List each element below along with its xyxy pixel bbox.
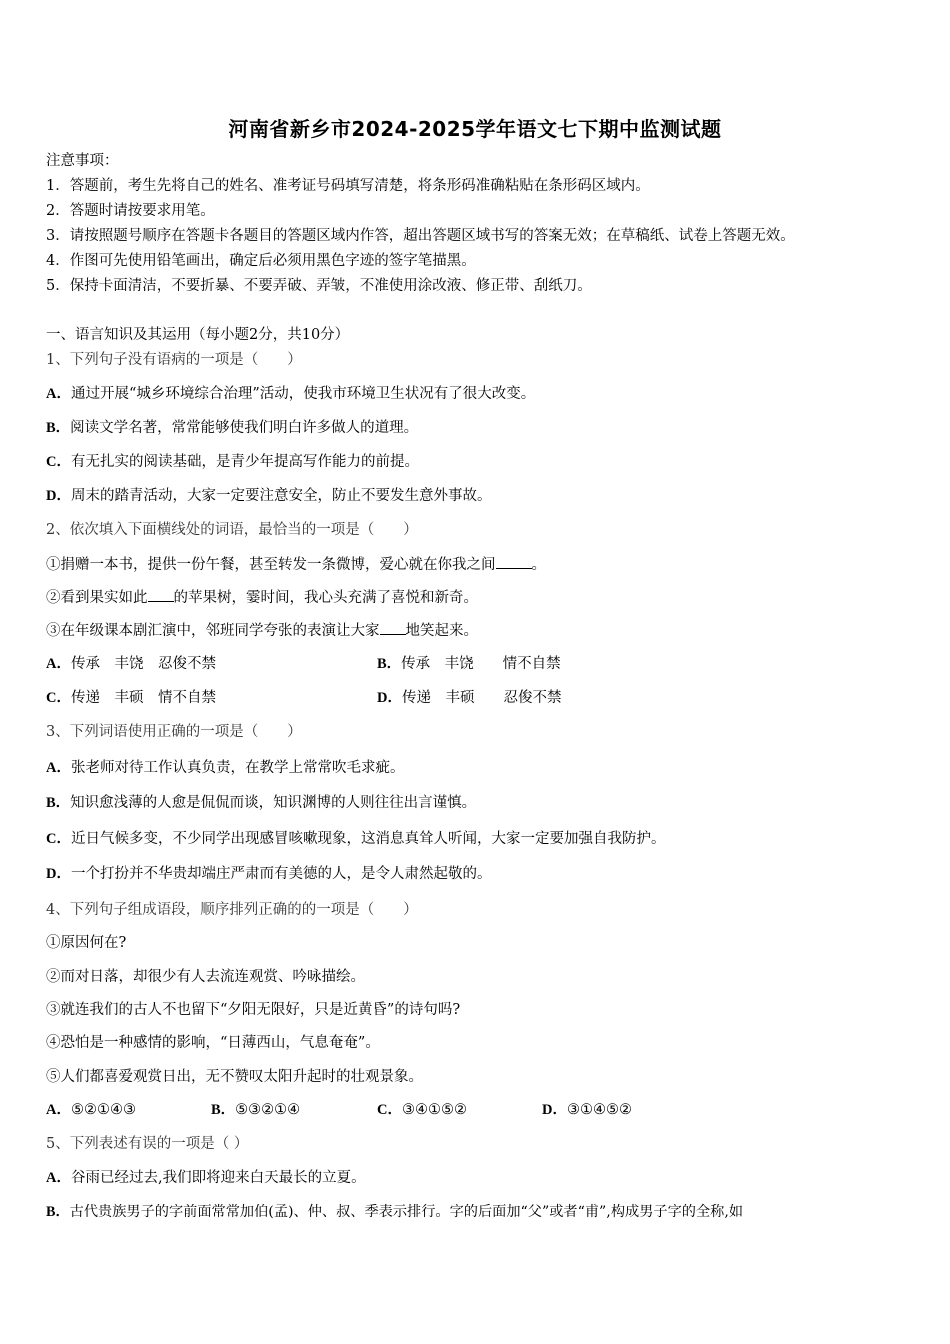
fill-blank: [496, 554, 532, 569]
sentence-2: ②而对日落，却很少有人去流连观赏、吟咏描绘。: [46, 969, 365, 985]
fill-blank: [148, 587, 174, 602]
option-b: B．知识愈浅薄的人愈是侃侃而谈，知识渊博的人则往往出言谨慎。: [46, 795, 477, 811]
option-b: B．阅读文学名著，常常能够使我们明白许多做人的道理。: [46, 420, 419, 436]
option-a: A．传承 丰饶 忍俊不禁: [46, 656, 216, 672]
notice-heading: 注意事项：: [46, 153, 119, 169]
option-d: D．③①④⑤②: [542, 1102, 632, 1118]
sentence-1: ①原因何在?: [46, 935, 127, 951]
option-c: C．传递 丰硕 情不自禁: [46, 690, 216, 706]
option-a: A．张老师对待工作认真负责，在教学上常常吹毛求疵。: [46, 760, 405, 776]
option-a: A．谷雨已经过去,我们即将迎来白天最长的立夏。: [46, 1170, 366, 1186]
option-d: D．周末的踏青活动，大家一定要注意安全，防止不要发生意外事故。: [46, 488, 492, 504]
section-heading: 一、语言知识及其运用（每小题2分，共10分）: [46, 327, 350, 343]
question-5-stem: 5、下列表述有误的一项是（ ）: [46, 1136, 249, 1152]
option-b: B．传承 丰饶 情不自禁: [377, 656, 561, 672]
option-a: A．⑤②①④③: [46, 1102, 136, 1118]
sentence-4: ④恐怕是一种感情的影响，“日薄西山，气息奄奄”。: [46, 1035, 380, 1051]
option-c: C．近日气候多变，不少同学出现感冒咳嗽现象，这消息真耸人听闻，大家一定要加强自我防护。: [46, 831, 666, 847]
fill-blank: [380, 620, 406, 635]
notice-item: 3．请按照题号顺序在答题卡各题目的答题区域内作答，超出答题区域书写的答案无效；在草稿纸、试卷上答题无效。: [46, 228, 795, 244]
option-b: B．古代贵族男子的字前面常常加伯(孟)、仲、叔、季表示排行。字的后面加“父”或者“甫”,构成男子字的全称,如: [46, 1204, 744, 1220]
notice-item: 4．作图可先使用铅笔画出，确定后必须用黑色字迹的签字笔描黑。: [46, 253, 476, 269]
sentence-5: ⑤人们都喜爱观赏日出，无不赞叹太阳升起时的壮观景象。: [46, 1069, 423, 1085]
question-3-stem: 3、下列词语使用正确的一项是（ ）: [46, 724, 302, 740]
option-d: D．传递 丰硕 忍俊不禁: [377, 690, 562, 706]
notice-item: 1．答题前，考生先将自己的姓名、准考证号码填写清楚，将条形码准确粘贴在条形码区域内。: [46, 178, 650, 194]
question-1-stem: 1、下列句子没有语病的一项是（ ）: [46, 352, 302, 368]
option-b: B．⑤③②①④: [211, 1102, 301, 1118]
notice-item: 2．答题时请按要求用笔。: [46, 203, 215, 219]
sentence-2: ②看到果实如此 的苹果树，霎时间，我心头充满了喜悦和新奇。: [46, 587, 478, 608]
page-title: 河南省新乡市2024-2025学年语文七下期中监测试题: [228, 117, 722, 141]
option-c: C．有无扎实的阅读基础，是青少年提高写作能力的前提。: [46, 454, 419, 470]
sentence-3: ③就连我们的古人不也留下“夕阳无限好，只是近黄昏”的诗句吗?: [46, 1002, 461, 1018]
question-4-stem: 4、下列句子组成语段，顺序排列正确的的一项是（ ）: [46, 902, 418, 918]
sentence-3: ③在年级课本剧汇演中，邻班同学夸张的表演让大家 地笑起来。: [46, 620, 478, 641]
sentence-1: ①捐赠一本书，提供一份午餐，甚至转发一条微博，爱心就在你我之间 。: [46, 554, 546, 575]
option-c: C．③④①⑤②: [377, 1102, 467, 1118]
notice-item: 5．保持卡面清洁，不要折暴、不要弄破、弄皱，不准使用涂改液、修正带、刮纸刀。: [46, 278, 592, 294]
option-a: A．通过开展“城乡环境综合治理”活动，使我市环境卫生状况有了很大改变。: [46, 386, 536, 402]
option-d: D．一个打扮并不华贵却端庄严肃而有美德的人，是令人肃然起敬的。: [46, 866, 492, 882]
question-2-stem: 2、依次填入下面横线处的词语，最恰当的一项是（ ）: [46, 522, 418, 538]
